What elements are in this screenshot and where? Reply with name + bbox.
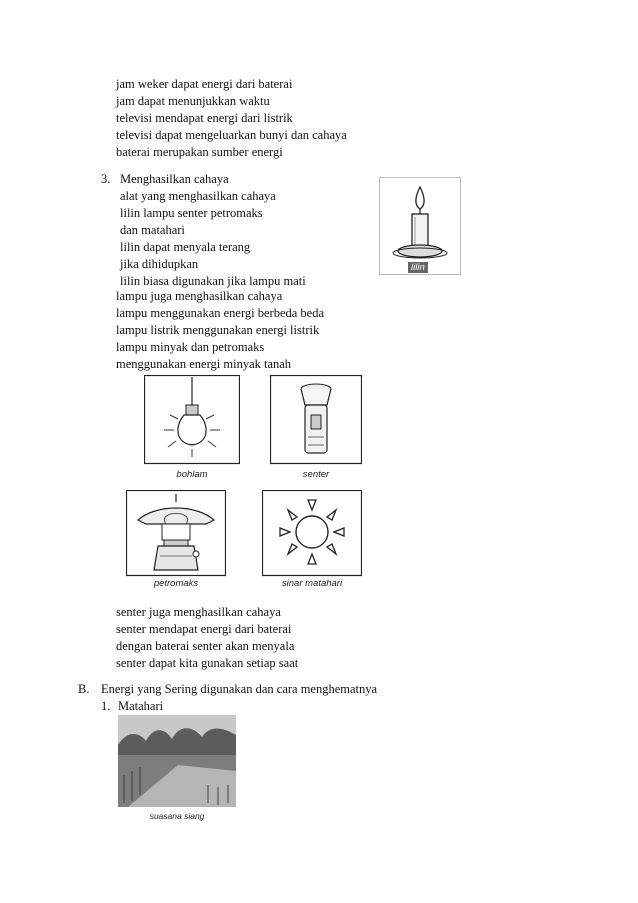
text-line: dengan baterai senter akan menyala bbox=[116, 639, 295, 653]
text-line: jika dihidupkan bbox=[120, 257, 199, 271]
section-number: 3. bbox=[101, 172, 111, 186]
bulb-illustration bbox=[144, 375, 240, 483]
text-line: senter mendapat energi dari baterai bbox=[116, 622, 292, 636]
caption-lilin: lilin bbox=[408, 262, 428, 273]
text-line: senter juga menghasilkan cahaya bbox=[116, 605, 281, 619]
candle-illustration bbox=[379, 177, 461, 275]
flashlight-figure bbox=[270, 375, 362, 483]
bulb-figure bbox=[144, 375, 240, 483]
caption-sinar-matahari: sinar matahari bbox=[281, 578, 343, 589]
text-line: lampu menggunakan energi berbeda beda bbox=[116, 306, 325, 320]
text-line: senter dapat kita gunakan setiap saat bbox=[116, 656, 299, 670]
text-line: lampu juga menghasilkan cahaya bbox=[116, 289, 283, 303]
section-b-title: Energi yang Sering digunakan dan cara menghematnya bbox=[101, 682, 378, 696]
candle-figure bbox=[379, 177, 461, 275]
text-line: televisi mendapat energi dari listrik bbox=[116, 111, 293, 125]
text-line: televisi dapat mengeluarkan bunyi dan cahaya bbox=[116, 128, 347, 142]
caption-petromaks: petromaks bbox=[153, 578, 199, 589]
daytime-landscape-photo bbox=[118, 715, 236, 807]
text-line: dan matahari bbox=[120, 223, 185, 237]
text-line: lilin lampu senter petromaks bbox=[120, 206, 263, 220]
text-line: menggunakan energi minyak tanah bbox=[116, 357, 292, 371]
text-line: baterai merupakan sumber energi bbox=[116, 145, 283, 159]
caption-bohlam: bohlam bbox=[176, 469, 208, 480]
item-title-matahari: Matahari bbox=[118, 699, 164, 713]
text-line: alat yang menghasilkan cahaya bbox=[120, 189, 276, 203]
sun-figure bbox=[262, 490, 362, 594]
flashlight-illustration bbox=[270, 375, 362, 483]
text-line: jam weker dapat energi dari baterai bbox=[116, 77, 293, 91]
section-title: Menghasilkan cahaya bbox=[120, 172, 229, 186]
caption-senter: senter bbox=[302, 469, 330, 480]
text-line: lilin biasa digunakan jika lampu mati bbox=[120, 274, 306, 288]
caption-suasana-siang: suasana siang bbox=[149, 811, 205, 821]
pressure-lamp-figure bbox=[126, 490, 226, 594]
text-line: lilin dapat menyala terang bbox=[120, 240, 251, 254]
text-line: lampu listrik menggunakan energi listrik bbox=[116, 323, 320, 337]
daytime-photo-figure bbox=[118, 715, 236, 825]
section-letter: B. bbox=[78, 682, 90, 696]
text-line: lampu minyak dan petromaks bbox=[116, 340, 265, 354]
item-number: 1. bbox=[101, 699, 111, 713]
text-line: jam dapat menunjukkan waktu bbox=[116, 94, 270, 108]
